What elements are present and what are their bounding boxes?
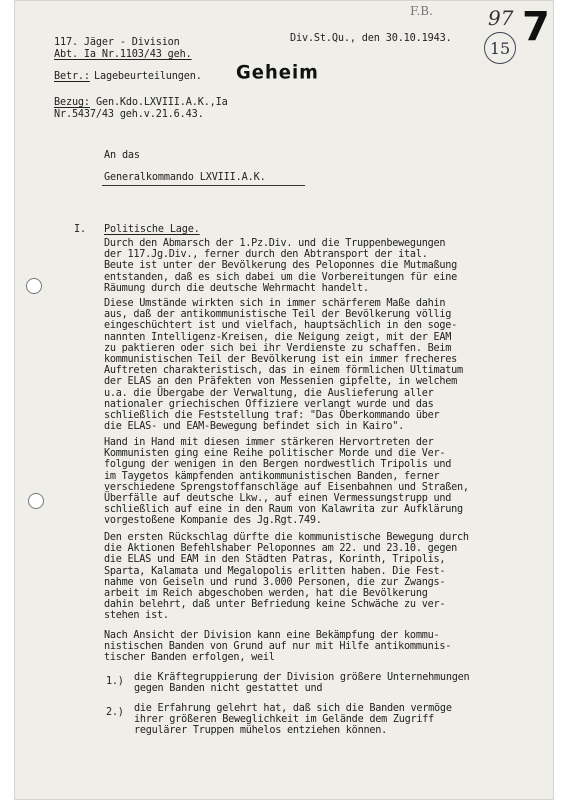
paragraph-line: dahin belehrt, daß unter Befriedung keine Schwäche zu ver- bbox=[104, 599, 446, 611]
paragraph-line: der 117.Jg.Div., ferner durch den Abtransport der ital. bbox=[104, 249, 428, 261]
list-item-line: gegen Banden nicht gestattet und bbox=[134, 683, 323, 695]
paragraph-line: entstanden, daß es sich dabei um die Vorbereitungen für eine bbox=[104, 271, 458, 283]
paragraph-5 bbox=[104, 630, 451, 664]
paragraph-line: eingeschüchtert ist und vielfach, hauptsächlich in den soge- bbox=[104, 320, 458, 332]
paragraph-line: im Taygetos kämpfenden antikommunistischen Banden, ferner bbox=[104, 470, 440, 482]
paragraph-line: Überfälle auf deutsche Lkw., auf einen Vermessungstrupp und bbox=[104, 493, 452, 505]
paragraph-line: nistischen Banden von Grund auf nur mit Hilfe antikommunis- bbox=[104, 641, 452, 653]
paragraph-line: Auftreten charakteristisch, das in einem förmlichen Ultimatum bbox=[104, 365, 463, 377]
betr-value: Lagebeurteilungen. bbox=[94, 71, 202, 82]
bezug-line-2: Nr.5437/43 geh.v.21.6.43. bbox=[54, 109, 204, 120]
section-number: I. bbox=[74, 224, 86, 235]
circled-page-number: 15 bbox=[484, 32, 516, 64]
paragraph-line: nannten Intelligenz-Kreisen, die Neigung zeigt, mit der EAM bbox=[104, 331, 452, 343]
betr-label: Betr.: bbox=[54, 71, 90, 82]
paragraph-4 bbox=[104, 532, 469, 622]
paragraph-line: Diese Umstände wirkten sich in immer schärferem Maße dahin bbox=[104, 298, 446, 309]
unit-line-2: Abt. Ia Nr.1103/43 geh. bbox=[54, 49, 192, 60]
list-item-line: die Erfahrung gelehrt hat, daß sich die Banden vermöge bbox=[134, 703, 452, 714]
section-title: Politische Lage. bbox=[104, 224, 200, 235]
address-line-1: An das bbox=[104, 150, 140, 161]
handwritten-page-ref: 97 bbox=[488, 6, 514, 30]
paragraph-line: der ELAS an den Präfekten von Messenien gipfelte, in welchem bbox=[104, 376, 458, 388]
list-marker: 2.) bbox=[106, 707, 124, 718]
paragraph-line: die ELAS und EAM in den Städten Patras, Korinth, Tripolis, bbox=[104, 554, 446, 566]
handwritten-initials: F.B. bbox=[410, 4, 433, 18]
geheim-stamp: Geheim bbox=[236, 61, 319, 84]
paragraph-line: Den ersten Rückschlag dürfte die kommunistische Bewegung durch bbox=[104, 532, 469, 543]
paragraph-line: die Aktionen Befehlshaber Peloponnes am 22. und 23.10. gegen bbox=[104, 543, 458, 555]
bezug-label: Bezug: bbox=[54, 97, 90, 108]
paragraph-1 bbox=[104, 238, 457, 294]
paragraph-line: Durch den Abmarsch der 1.Pz.Div. und die Truppenbewegungen bbox=[104, 238, 446, 249]
paragraph-line: aus, daß der antikommunistische Teil der Bevölkerung völlig bbox=[104, 309, 452, 321]
paragraph-line: Beute ist unter der Bevölkerung des Peloponnes die Mutmaßung bbox=[104, 260, 458, 272]
paragraph-line: nahme von Geiseln und rund 3.000 Personen, die zur Zwangs- bbox=[104, 576, 446, 588]
paragraph-line: stehen ist. bbox=[104, 610, 169, 622]
list-item-2 bbox=[134, 703, 452, 737]
unit-line-1: 117. Jäger - Division bbox=[54, 37, 180, 48]
paragraph-line: schließlich die Feststellung traf: "Das Oberkommando über bbox=[104, 410, 440, 422]
paragraph-line: arbeit im Reich abgeschoben werden, hat die Bevölkerung bbox=[104, 588, 428, 600]
paragraph-line: tischer Banden erfolgen, weil bbox=[104, 652, 275, 664]
paragraph-line: schließlich auf eine in den Raum von Kalawrita zur Aufklärung bbox=[104, 504, 463, 516]
paragraph-line: folgung der wenigen in den Bergen nordwestlich Tripolis und bbox=[104, 459, 452, 471]
paragraph-line: zu paktieren oder sich bei ihr Verdienste zu schaffen. Beim bbox=[104, 342, 452, 354]
list-item-line: regulärer Truppen mühelos entziehen können. bbox=[134, 725, 387, 737]
paragraph-3 bbox=[104, 437, 469, 527]
paragraph-line: nationaler griechischen Offiziere verlangt wurde und das bbox=[104, 398, 434, 410]
paragraph-2 bbox=[104, 298, 463, 432]
paragraph-line: Hand in Hand mit diesen immer stärkeren Hervortreten der bbox=[104, 437, 434, 448]
list-item-line: die Kräftegruppierung der Division größere Unternehmungen bbox=[134, 672, 470, 683]
document-page bbox=[14, 0, 554, 800]
address-line-2: Generalkommando LXVIII.A.K. bbox=[104, 172, 266, 183]
paragraph-line: Sparta, Kalamata und Megalopolis erlitten haben. Die Fest- bbox=[104, 565, 446, 577]
punch-hole-top bbox=[26, 278, 42, 294]
bezug-line-1: Gen.Kdo.LXVIII.A.K.,Ia bbox=[96, 97, 228, 108]
list-item-line: ihrer größeren Beweglichkeit im Gelände dem Zugriff bbox=[134, 714, 435, 726]
paragraph-line: vorgestoßene Kompanie des Jg.Rgt.749. bbox=[104, 515, 322, 527]
paragraph-line: Kommunisten ging eine Reihe politischer Morde und die Ver- bbox=[104, 448, 446, 460]
list-marker: 1.) bbox=[106, 676, 124, 687]
paragraph-line: Räumung durch die deutsche Wehrmacht handelt. bbox=[104, 282, 369, 294]
list-item-1 bbox=[134, 672, 469, 694]
punch-hole-bottom bbox=[28, 493, 44, 509]
paragraph-line: u.a. die Übergabe der Verwaltung, die Auslieferung aller bbox=[104, 387, 434, 399]
paragraph-line: die ELAS- und EAM-Bewegung befindet sich in Kairo". bbox=[104, 421, 405, 433]
place-date: Div.St.Qu., den 30.10.1943. bbox=[290, 33, 452, 44]
paragraph-line: kommunistischen Teil der Bevölkerung ist ein immer frecheres bbox=[104, 354, 458, 366]
handwritten-big-number: 7 bbox=[522, 4, 550, 50]
address-underline bbox=[102, 185, 305, 186]
paragraph-line: Nach Ansicht der Division kann eine Bekämpfung der kommu- bbox=[104, 630, 440, 641]
paragraph-line: verschiedene Sprengstoffanschläge auf Eisenbahnen und Straßen, bbox=[104, 481, 469, 493]
